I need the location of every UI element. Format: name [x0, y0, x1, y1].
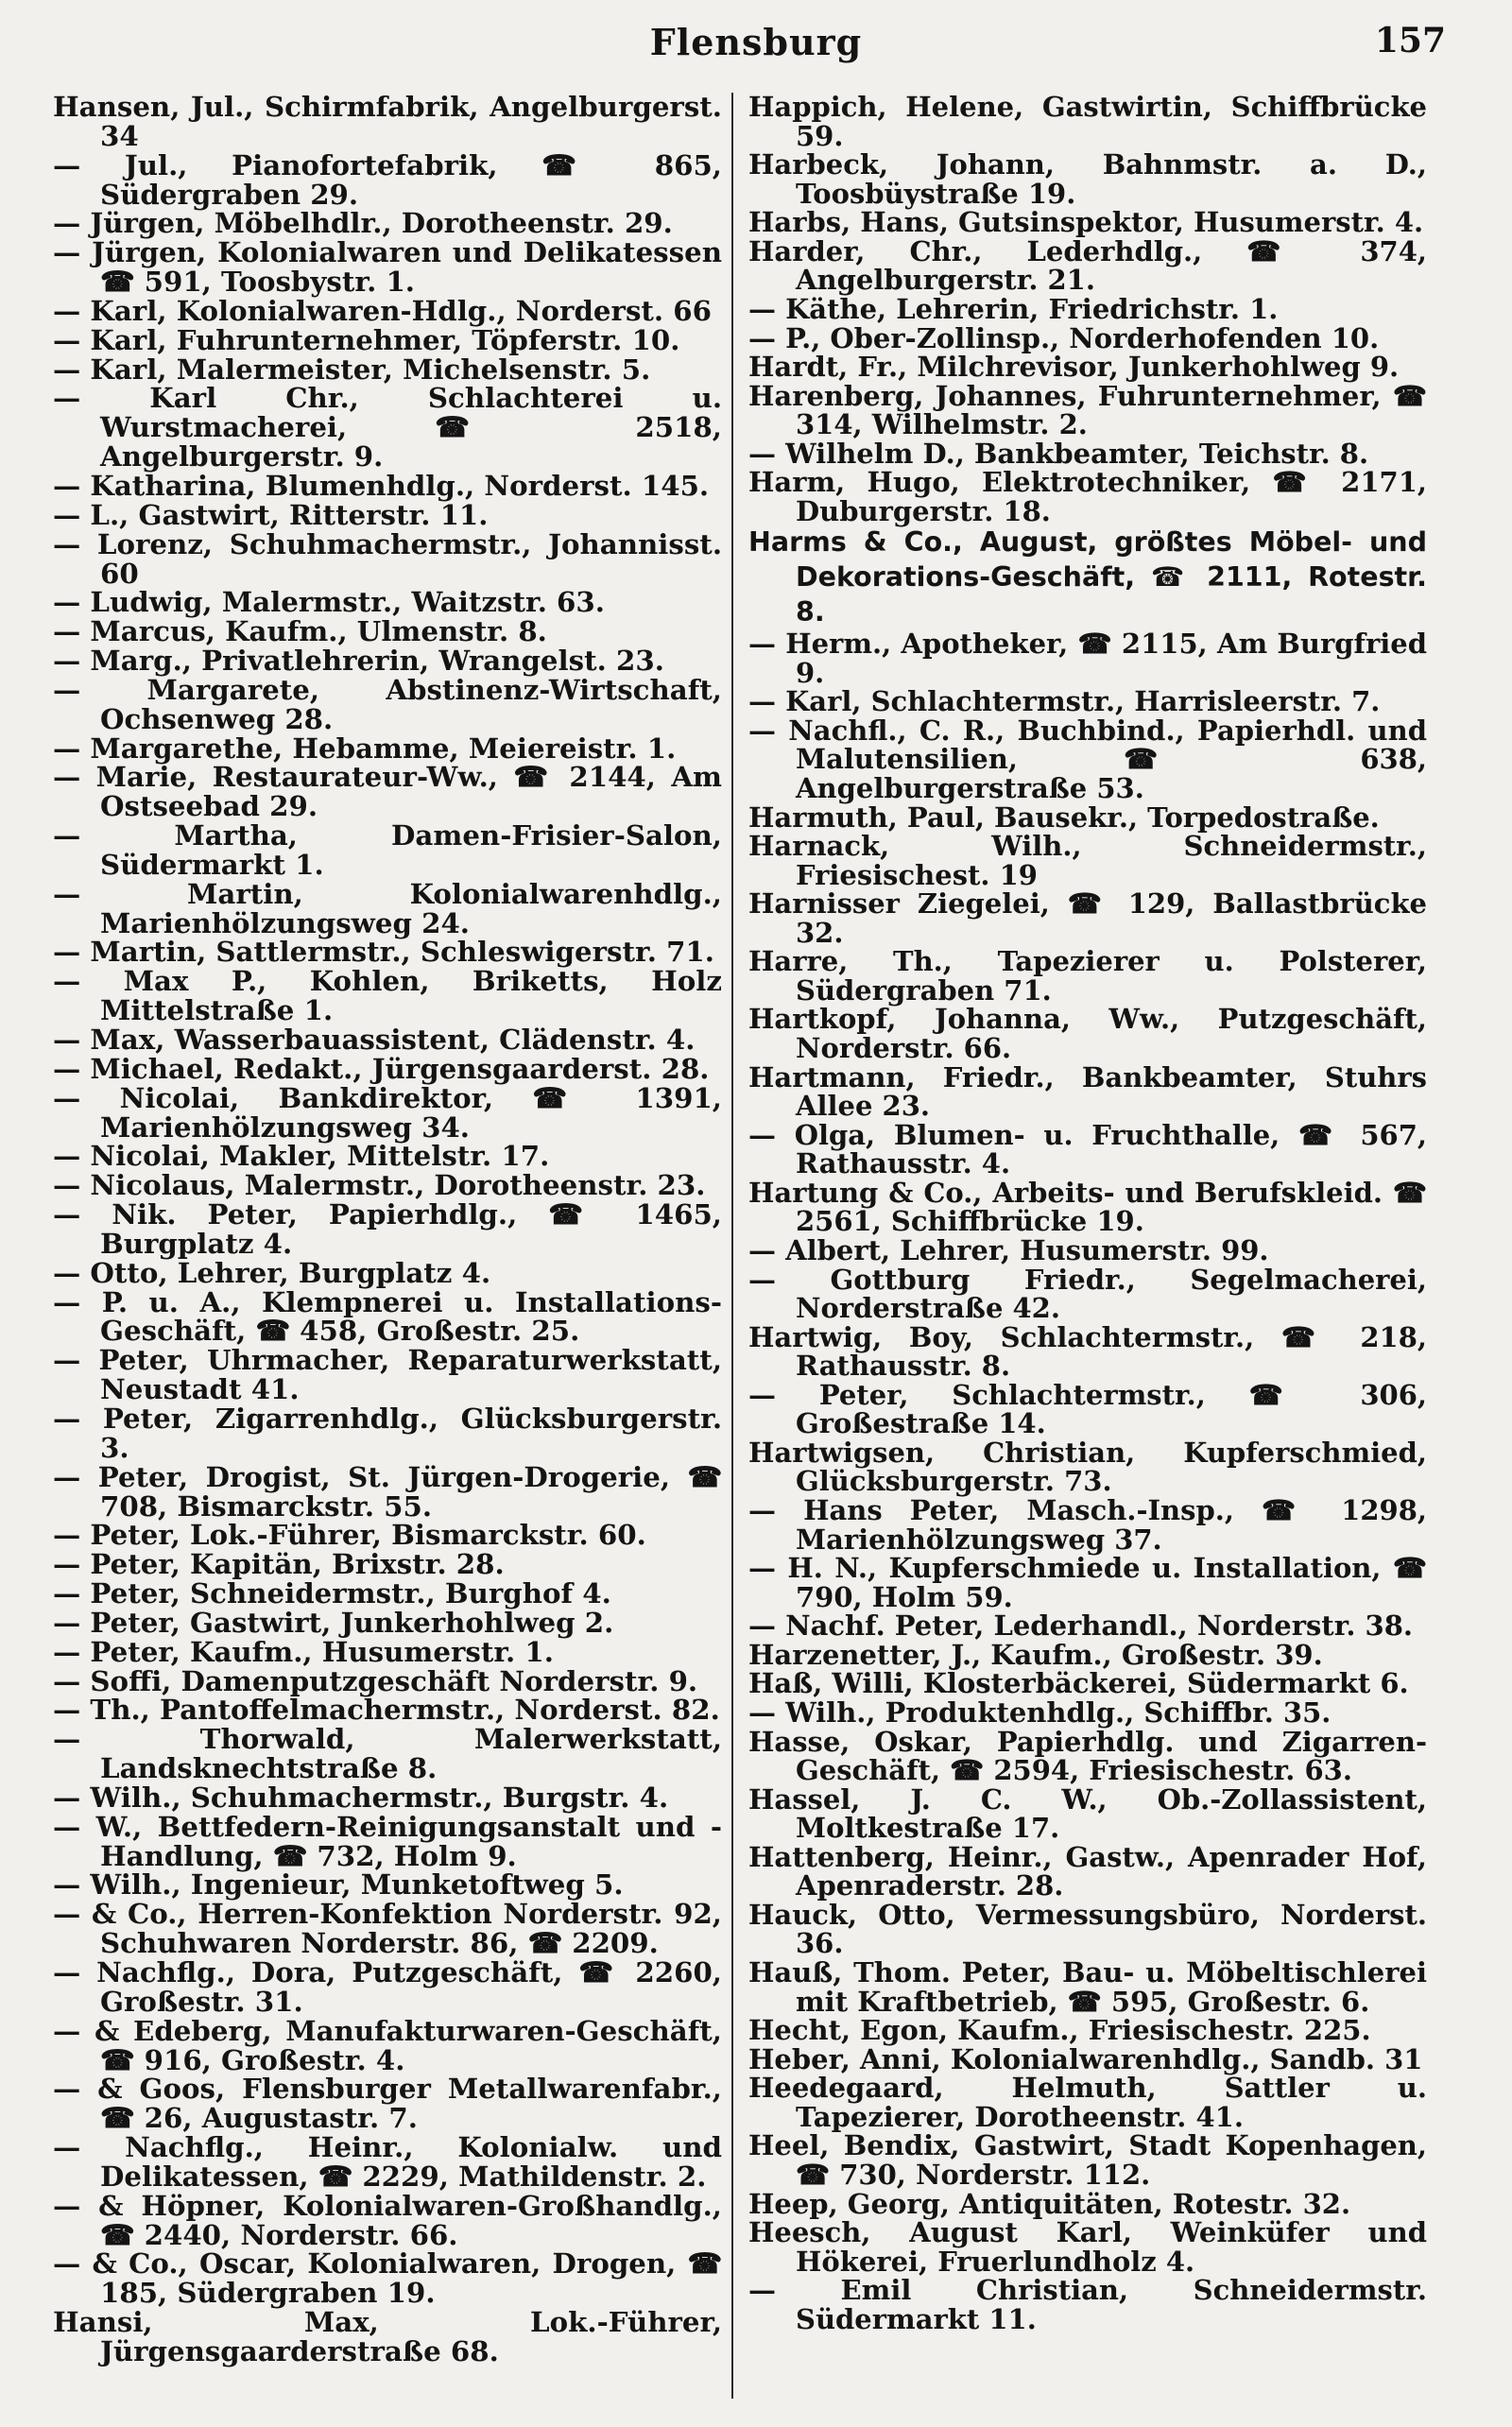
- entry-text: — Wilhelm D., Bankbeamter, Teichstr. 8.: [748, 437, 1369, 470]
- entry-text: — Karl, Fuhrunternehmer, Töpferstr. 10.: [53, 323, 680, 356]
- entry-text: — Peter, Zigarrenhdlg., Glücksburgerstr. 3.: [53, 1402, 722, 1464]
- entry-text: Heesch, August Karl, Weinküfer und Hökerei, Fruerlundholz 4.: [748, 2216, 1427, 2278]
- directory-entry: [748, 832, 1427, 889]
- directory-entry: [748, 1265, 1427, 1323]
- directory-entry: [53, 1052, 722, 1085]
- entry-text: — Marie, Restaurateur-Ww., ☎ 2144, Am Ostseebad 29.: [53, 761, 722, 823]
- entry-text: — Max P., Kohlen, Briketts, Holz Mittelstraße 1.: [53, 965, 722, 1027]
- directory-entry: [748, 889, 1427, 947]
- directory-entry: [53, 294, 722, 327]
- entry-text: Harmuth, Paul, Bausekr., Torpedostraße.: [748, 800, 1380, 834]
- directory-entry: [748, 208, 1427, 237]
- directory-entry: [748, 947, 1427, 1005]
- directory-entry: [748, 2187, 1427, 2220]
- entry-text: — Peter, Uhrmacher, Reparaturwerkstatt, Neustadt 41.: [53, 1344, 722, 1406]
- directory-entry: [53, 2249, 722, 2308]
- directory-entry: [53, 1606, 722, 1639]
- directory-entry: [53, 2014, 722, 2076]
- entry-text: — Peter, Gastwirt, Junkerhohlweg 2.: [53, 1606, 614, 1639]
- entry-text: Happich, Helene, Gastwirtin, Schiffbrücke 59.: [748, 91, 1427, 152]
- directory-entry: [53, 1460, 722, 1523]
- entry-text: — Nachfl., C. R., Buchbind., Papierhdl. und Malutensilien, ☎ 638, Angelburgerstraße 53.: [748, 714, 1427, 804]
- directory-entry: [748, 2276, 1427, 2333]
- directory-entry: [53, 1550, 722, 1579]
- entry-text: — Marcus, Kaufm., Ulmenstr. 8.: [53, 615, 547, 648]
- entry-text: Harbeck, Johann, Bahnmstr. a. D., Toosbüystraße 19.: [748, 148, 1427, 210]
- entry-text: Hartwigsen, Christian, Kupferschmied, Glücksburgerstr. 73.: [748, 1436, 1427, 1498]
- entry-text: Heep, Georg, Antiquitäten, Rotestr. 32.: [748, 2187, 1351, 2220]
- entry-text: — Peter, Kapitän, Brixstr. 28.: [53, 1548, 505, 1581]
- entry-text: — Hans Peter, Masch.-Insp., ☎ 1298, Marienhölzungsweg 37.: [748, 1494, 1427, 1556]
- directory-entry: [748, 1840, 1427, 1902]
- entry-text: — Max, Wasserbauassistent, Clädenstr. 4.: [53, 1024, 696, 1056]
- directory-entry: [53, 498, 722, 531]
- directory-entry: [53, 1404, 722, 1463]
- entry-text: — W., Bettfedern-Reinigungsanstalt und -Handlung, ☎ 732, Holm 9.: [53, 1810, 722, 1872]
- directory-entry: [748, 2042, 1427, 2075]
- directory-entry: [748, 93, 1427, 150]
- directory-entry: [748, 1320, 1427, 1383]
- directory-entry: [53, 1142, 722, 1171]
- entry-text: Harms & Co., August, größtes Möbel- und Dekorations-Geschäft, ☎ 2111, Rotestr. 8.: [748, 526, 1427, 628]
- entry-text: — Olga, Blumen- u. Fruchthalle, ☎ 567, Rathausstr. 4.: [748, 1118, 1427, 1180]
- directory-entry: [748, 439, 1427, 469]
- directory-entry: [748, 525, 1427, 629]
- entry-text: — Margarete, Abstinenz-Wirtschaft, Ochsenweg 28.: [53, 673, 722, 735]
- directory-entry: [748, 1695, 1427, 1729]
- directory-entry: [53, 1810, 722, 1872]
- entry-text: — Nicolai, Bankdirektor, ☎ 1391, Marienhölzungsweg 34.: [53, 1081, 722, 1144]
- directory-entry: [53, 1171, 722, 1200]
- directory-entry: [748, 1176, 1427, 1238]
- right-column: [748, 93, 1427, 2333]
- directory-entry: [748, 1611, 1427, 1641]
- directory-entry: [748, 379, 1427, 441]
- directory-entry: [53, 527, 722, 590]
- directory-entry: [53, 1579, 722, 1609]
- directory-entry: [53, 355, 722, 385]
- directory-entry: [53, 821, 722, 880]
- directory-entry: [748, 292, 1427, 325]
- entry-text: — Albert, Lehrer, Husumerstr. 99.: [748, 1233, 1269, 1266]
- directory-entry: [53, 1958, 722, 2017]
- directory-entry: [748, 687, 1427, 716]
- directory-entry: [53, 1783, 722, 1813]
- directory-entry: [748, 1725, 1427, 1787]
- directory-entry: [53, 617, 722, 646]
- entry-text: — & Co., Herren-Konfektion Norderstr. 92, Schuhwaren Norderstr. 86, ☎ 2209.: [53, 1898, 722, 1960]
- directory-entry: [748, 2016, 1427, 2045]
- directory-entry: [748, 1958, 1427, 2016]
- page-header: [0, 21, 1512, 77]
- entry-text: Hartkopf, Johanna, Ww., Putzgeschäft, Norderstr. 66.: [748, 1003, 1427, 1064]
- directory-entry: [748, 1496, 1427, 1554]
- entry-text: — Peter, Lok.-Führer, Bismarckstr. 60.: [53, 1519, 646, 1552]
- directory-entry: [53, 1870, 722, 1900]
- entry-text: — Wilh., Ingenieur, Munketoftweg 5.: [53, 1868, 624, 1902]
- directory-entry: [53, 1346, 722, 1404]
- entry-text: Heel, Bendix, Gastwirt, Stadt Kopenhagen, ☎ 730, Norderstr. 112.: [748, 2129, 1427, 2191]
- entry-text: Hecht, Egon, Kaufm., Friesischestr. 225.: [748, 2014, 1371, 2047]
- directory-entry: [748, 234, 1427, 297]
- entry-text: — Wilh., Schuhmachermstr., Burgstr. 4.: [53, 1781, 669, 1814]
- directory-entry: [53, 967, 722, 1025]
- directory-entry: [53, 1725, 722, 1783]
- directory-entry: [53, 384, 722, 472]
- column-divider: [731, 93, 733, 2399]
- entry-text: Harenberg, Johannes, Fuhrunternehmer, ☎ 314, Wilhelmstr. 2.: [748, 379, 1427, 441]
- entry-text: — Gottburg Friedr., Segelmacherei, Norderstraße 42.: [748, 1263, 1427, 1325]
- directory-entry: [53, 1635, 722, 1668]
- entry-text: — Ludwig, Malermstr., Waitzstr. 63.: [53, 586, 605, 619]
- entry-text: Hauck, Otto, Vermessungsbüro, Norderst. 36.: [748, 1898, 1427, 1960]
- entry-text: — Peter, Drogist, St. Jürgen-Drogerie, ☎ 708, Bismarckstr. 55.: [53, 1460, 722, 1523]
- entry-text: Hardt, Fr., Milchrevisor, Junkerhohlweg 9.: [748, 351, 1400, 384]
- directory-entry: [748, 353, 1427, 382]
- directory-entry: [53, 1521, 722, 1550]
- directory-entry: [53, 2133, 722, 2192]
- directory-entry: [748, 2218, 1427, 2276]
- directory-entry: [53, 238, 722, 297]
- entry-text: Harzenetter, J., Kaufm., Großestr. 39.: [748, 1638, 1323, 1671]
- directory-entry: [53, 1256, 722, 1289]
- directory-entry: [53, 646, 722, 676]
- left-column: [53, 93, 722, 2367]
- entry-text: Heedegaard, Helmuth, Sattler u. Tapezierer, Dorotheenstr. 41.: [748, 2072, 1427, 2133]
- entry-text: — Herm., Apotheker, ☎ 2115, Am Burgfried 9.: [748, 628, 1427, 689]
- entry-text: Hassel, J. C. W., Ob.-Zollassistent, Moltkestraße 17.: [748, 1782, 1427, 1845]
- entry-text: Harnack, Wilh., Schneidermstr., Friesischest. 19: [748, 830, 1427, 891]
- directory-entry: [748, 1438, 1427, 1496]
- directory-entry: [53, 93, 722, 151]
- entry-text: — & Edeberg, Manufakturwaren-Geschäft, ☎ 916, Großestr. 4.: [53, 2014, 722, 2076]
- directory-entry: [53, 2074, 722, 2133]
- entry-text: Harbs, Hans, Gutsinspektor, Husumerstr. 4.: [748, 206, 1424, 239]
- entry-text: — & Goos, Flensburger Metallwarenfabr., ☎ 26, Augustastr. 7.: [53, 2073, 722, 2135]
- directory-entry: [53, 1664, 722, 1697]
- directory-entry: [53, 763, 722, 821]
- entry-text: — Martha, Damen-Frisier-Salon, Südermarkt 1.: [53, 819, 722, 881]
- entry-text: — Lorenz, Schuhmachermstr., Johannisst. 60: [53, 527, 722, 590]
- entry-text: Hartung & Co., Arbeits- und Berufskleid. ☎ 2561, Schiffbrücke 19.: [748, 1176, 1427, 1238]
- directory-entry: [748, 1060, 1427, 1123]
- entry-text: Hattenberg, Heinr., Gastw., Apenrader Hof, Apenraderstr. 28.: [748, 1840, 1427, 1902]
- directory-entry: [53, 1695, 722, 1725]
- directory-entry: [748, 321, 1427, 354]
- entry-text: Harnisser Ziegelei, ☎ 129, Ballastbrücke 32.: [748, 887, 1427, 949]
- entry-text: Hasse, Oskar, Papierhdlg. und Zigarren-Geschäft, ☎ 2594, Friesischestr. 63.: [748, 1725, 1427, 1787]
- entry-text: Hansi, Max, Lok.-Führer, Jürgensgaarderstraße 68.: [53, 2306, 722, 2367]
- directory-entry: [748, 1233, 1427, 1266]
- directory-entry: [748, 716, 1427, 803]
- directory-entry: [53, 1200, 722, 1259]
- entry-text: — P., Ober-Zollinsp., Norderhofenden 10.: [748, 321, 1380, 354]
- directory-entry: [748, 1554, 1427, 1611]
- directory-entry: [53, 1081, 722, 1144]
- entry-text: — Marg., Privatlehrerin, Wrangelst. 23.: [53, 645, 664, 678]
- entry-text: — Margarethe, Hebamme, Meiereistr. 1.: [53, 732, 677, 765]
- directory-entry: [53, 148, 722, 211]
- directory-entry: [53, 1285, 722, 1348]
- entry-text: — Peter, Kaufm., Husumerstr. 1.: [53, 1635, 554, 1668]
- entry-text: — P. u. A., Klempnerei u. Installations-Geschäft, ☎ 458, Großestr. 25.: [53, 1285, 722, 1348]
- entry-text: — Michael, Redakt., Jürgensgaarderst. 28.: [53, 1052, 710, 1085]
- entry-text: — & Höpner, Kolonialwaren-Großhandlg., ☎ 2440, Norderstr. 66.: [53, 2189, 722, 2251]
- directory-entry: [53, 1900, 722, 1958]
- directory-entry: [748, 1638, 1427, 1671]
- page-title: Flensburg: [649, 21, 863, 63]
- entry-text: — Th., Pantoffelmachermstr., Norderst. 82.: [53, 1694, 720, 1727]
- entry-text: — Nik. Peter, Papierhdlg., ☎ 1465, Burgplatz 4.: [53, 1198, 722, 1260]
- entry-text: — Karl, Schlachtermstr., Harrisleerstr. 7.: [748, 685, 1381, 718]
- entry-text: Hansen, Jul., Schirmfabrik, Angelburgerst. 34: [53, 91, 722, 152]
- entry-text: — L., Gastwirt, Ritterstr. 11.: [53, 498, 489, 531]
- entry-text: — Karl, Kolonialwaren-Hdlg., Norderst. 66: [53, 294, 712, 327]
- directory-entry: [53, 1025, 722, 1055]
- entry-text: — Nicolaus, Malermstr., Dorotheenstr. 23.: [53, 1169, 706, 1202]
- entry-text: — Wilh., Produktenhdlg., Schiffbr. 35.: [748, 1695, 1332, 1729]
- directory-entry: [748, 1782, 1427, 1845]
- directory-entry: [748, 1898, 1427, 1960]
- entry-text: — Käthe, Lehrerin, Friedrichstr. 1.: [748, 292, 1279, 325]
- directory-entry: [748, 150, 1427, 208]
- entry-text: Harm, Hugo, Elektrotechniker, ☎ 2171, Duburgerstr. 18.: [748, 466, 1427, 527]
- entry-text: — Peter, Schlachtermstr., ☎ 306, Großestraße 14.: [748, 1378, 1427, 1440]
- directory-entry: [748, 468, 1427, 525]
- directory-entry: [748, 1005, 1427, 1062]
- entry-text: — Nachflg., Dora, Putzgeschäft, ☎ 2260, Großestr. 31.: [53, 1956, 722, 2018]
- entry-text: — Karl Chr., Schlachterei u. Wurstmacherei, ☎ 2518, Angelburgerstr. 9.: [53, 382, 722, 473]
- entry-text: — Peter, Schneidermstr., Burghof 4.: [53, 1577, 611, 1610]
- directory-entry: [748, 1118, 1427, 1180]
- directory-entry: [53, 938, 722, 967]
- entry-text: — Katharina, Blumenhdlg., Norderst. 145.: [53, 469, 710, 502]
- entry-text: — Martin, Sattlermstr., Schleswigerstr. 71.: [53, 936, 714, 969]
- directory-entry: [53, 2308, 722, 2367]
- entry-text: — Jürgen, Möbelhdlr., Dorotheenstr. 29.: [53, 207, 673, 240]
- directory-entry: [748, 629, 1427, 687]
- directory-entry: [53, 734, 722, 764]
- directory-entry: [748, 2074, 1427, 2131]
- directory-entry: [53, 673, 722, 735]
- entry-text: — & Co., Oscar, Kolonialwaren, Drogen, ☎ 185, Südergraben 19.: [53, 2247, 722, 2310]
- entry-text: — Emil Christian, Schneidermstr. Südermarkt 11.: [748, 2274, 1427, 2335]
- directory-entry: [748, 800, 1427, 834]
- entry-text: — Thorwald, Malerwerkstatt, Landsknechtstraße 8.: [53, 1723, 722, 1785]
- directory-entry: [748, 1378, 1427, 1440]
- entry-text: Heber, Anni, Kolonialwarenhdlg., Sandb. 31: [748, 2042, 1423, 2075]
- entry-text: — Karl, Malermeister, Michelsenstr. 5.: [53, 353, 651, 386]
- entry-text: — Nachf. Peter, Lederhandl., Norderstr. 38.: [748, 1609, 1413, 1643]
- entry-text: — Otto, Lehrer, Burgplatz 4.: [53, 1256, 491, 1289]
- entry-text: — Jul., Pianofortefabrik, ☎ 865, Südergraben 29.: [53, 148, 722, 211]
- directory-entry: [748, 2131, 1427, 2189]
- directory-entry: [53, 2189, 722, 2251]
- entry-text: Hartwig, Boy, Schlachtermstr., ☎ 218, Rathausstr. 8.: [748, 1320, 1427, 1383]
- entry-text: — Jürgen, Kolonialwaren und Delikatessen ☎ 591, Toosbystr. 1.: [53, 236, 722, 299]
- directory-entry: [53, 877, 722, 939]
- entry-text: — Martin, Kolonialwarenhdlg., Marienhölzungsweg 24.: [53, 877, 722, 939]
- directory-entry: [53, 469, 722, 502]
- directory-entry: [748, 1669, 1427, 1698]
- entry-text: Haß, Willi, Klosterbäckerei, Südermarkt 6.: [748, 1667, 1409, 1700]
- directory-entry: [53, 588, 722, 617]
- entry-text: — Soffi, Damenputzgeschäft Norderstr. 9.: [53, 1664, 698, 1697]
- directory-entry: [53, 209, 722, 238]
- entry-text: Hartmann, Friedr., Bankbeamter, Stuhrs Allee 23.: [748, 1060, 1427, 1123]
- entry-text: Harder, Chr., Lederhdlg., ☎ 374, Angelburgerstr. 21.: [748, 234, 1427, 297]
- directory-entry: [53, 323, 722, 356]
- entry-text: — Nachflg., Heinr., Kolonialw. und Delikatessen, ☎ 2229, Mathildenstr. 2.: [53, 2131, 722, 2193]
- entry-text: Harre, Th., Tapezierer u. Polsterer, Südergraben 71.: [748, 945, 1427, 1007]
- entry-text: Hauß, Thom. Peter, Bau- u. Möbeltischlerei mit Kraftbetrieb, ☎ 595, Großestr. 6.: [748, 1956, 1427, 2018]
- entry-text: — Nicolai, Makler, Mittelstr. 17.: [53, 1140, 550, 1173]
- entry-text: — H. N., Kupferschmiede u. Installation, ☎ 790, Holm 59.: [748, 1552, 1427, 1613]
- page-number: 157: [1374, 21, 1446, 60]
